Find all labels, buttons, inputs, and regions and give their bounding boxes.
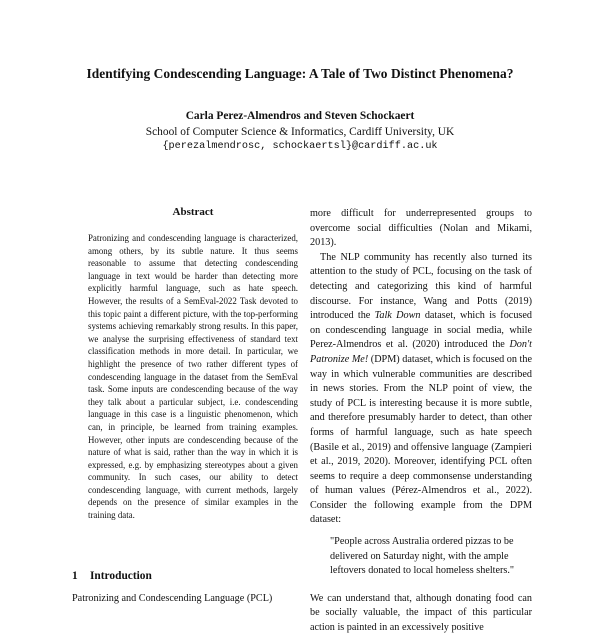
paragraph-continued: more difficult for underrepresented groups to overcome social difficulties (Nolan and Mikami, 2013).	[310, 208, 532, 249]
abstract-body: Patronizing and condescending language is characterized, among others, by its subtle nature. It thus seems reasonable to assume that detecting condescending language in text would be harder than detecting more explicitly harmful language, such as hate speech. However, the results of a SemEval-2022 Task devoted to this topic paint a different picture, with the top-performing systems achieving remarkably strong results. In this paper, we analyse the surprising effectiveness of standard text classification methods in more detail. In particular, we highlight the presence of two rather different types of condescending language in the dataset from the SemEval task. Some inputs are condescending because of the way they talk about a particular subject, i.e. condescending language in this case is a linguistic phenomenon, which can, in principle, be learned from training examples. However, other inputs are condescending because of the nature of what is said, rather than the way in which it is expressed, e.g. by emphasizing stereotypes about a given community. In such cases, our ability to detect condescending language, with current methods, largely depends on the presence of similar examples in the training data.	[88, 233, 298, 521]
abstract-heading: Abstract	[172, 206, 214, 218]
talk-down-dataset-name: Talk Down	[374, 310, 421, 322]
right-column	[310, 207, 532, 636]
author-email: {perezalmendrosc, schockaertsl}@cardiff.ac.uk	[162, 141, 438, 152]
paragraph-nlp-community: The NLP community has recently also turned its attention to the study of PCL, focusing on the task of detecting and categorizing this kind of harmful discourse. For instance, Wang and Potts (2019) introduced the Talk Down dataset, which is focused on condescending language in social media, while Perez-Almendros et al. (2020) introduced the Don't Patronize Me! (DPM) dataset, which is focused on the way in which vulnerable communities are described in news stories. From the NLP point of view, the study of PCL is interesting because it is more subtle, and therefore presumably harder to detect, than other forms of harmful language, such as hate speech (Basile et al., 2019) and offensive language (Zampieri et al., 2019, 2020). Moreover, identifying PCL often seems to require a deep commonsense understanding of human values (Pérez-Almendros et al., 2022). Consider the following example from the DPM dataset:	[310, 251, 532, 526]
dpm-dataset-name: Don't Patronize Me!	[310, 339, 532, 365]
paper-authors: Carla Perez-Almendros and Steven Schockaert	[185, 110, 415, 122]
introduction-first-line: Patronizing and Condescending Language (PCL)	[72, 593, 273, 604]
author-affiliation: School of Computer Science & Informatics, Cardiff University, UK	[145, 126, 455, 138]
section-title: Introduction	[90, 570, 152, 582]
dpm-example-quote: "People across Australia ordered pizzas to be delivered on Saturday night, with the ample leftovers donated to local homeless shelters."	[330, 536, 515, 577]
introduction-heading	[72, 570, 152, 582]
paper-title: Identifying Condescending Language: A Tale of Two Distinct Phenomena?	[86, 66, 514, 81]
section-number: 1	[72, 570, 78, 582]
paragraph-after-quote: We can understand that, although donating food can be socially valuable, the impact of this particular action is painted in an excessively positive	[310, 592, 532, 634]
